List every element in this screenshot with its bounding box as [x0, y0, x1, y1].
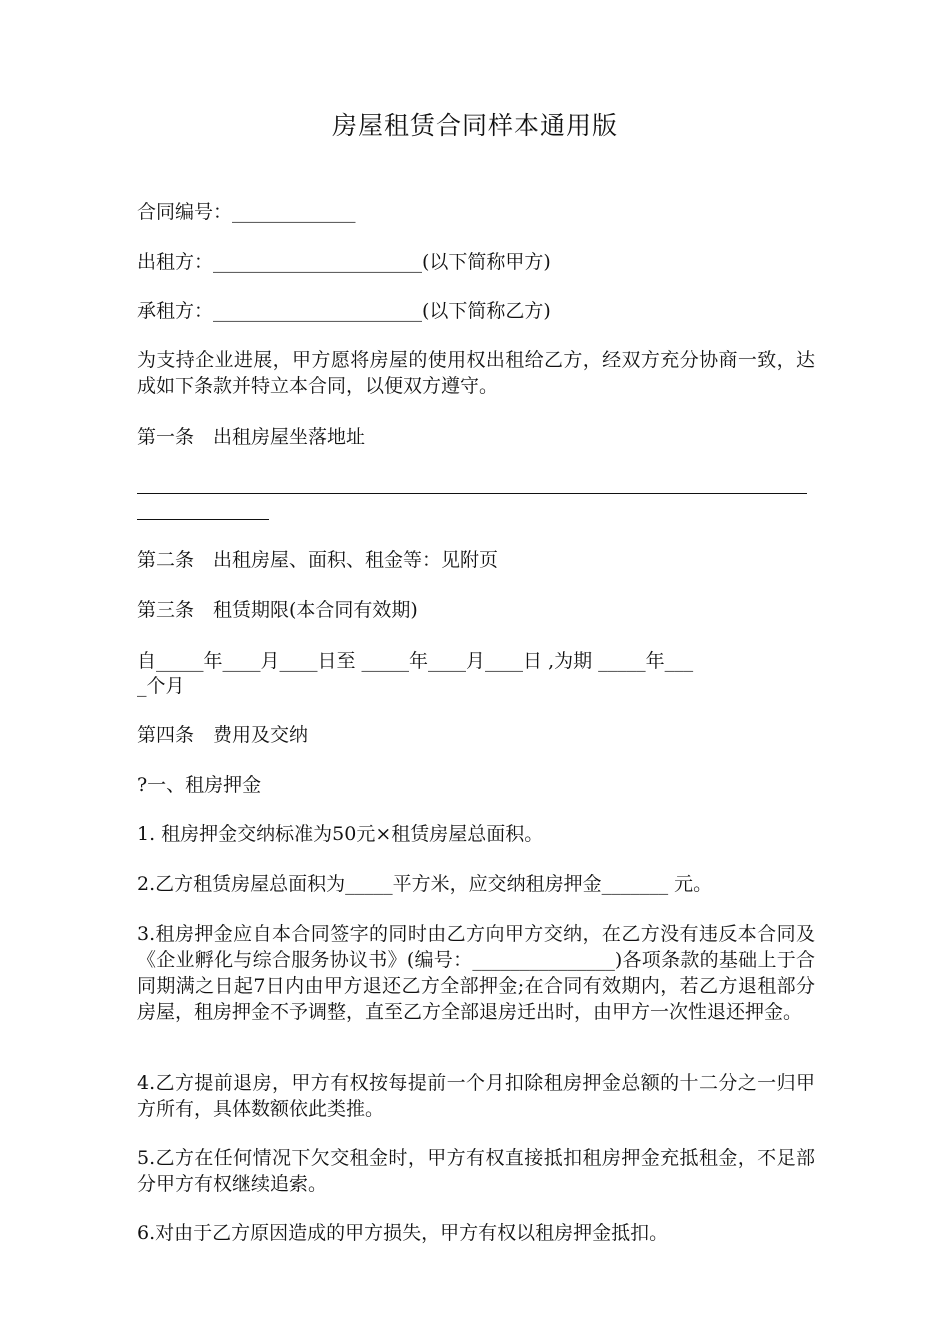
article1-heading: 第一条 出租房屋坐落地址	[137, 426, 366, 448]
lessee-line: 承租方：______________________(以下简称乙方)	[137, 300, 551, 322]
deposit-item-5: 5.乙方在任何情况下欠交租金时，甲方有权直接抵扣租房押金充抵租金，不足部分甲方有权继续追索。	[137, 1147, 815, 1195]
deposit-item-4: 4.乙方提前退房，甲方有权按每提前一个月扣除租房押金总额的十二分之一归甲方所有，具体数额依此类推。	[137, 1072, 815, 1120]
lease-period-line-2: _个月	[137, 675, 185, 697]
lease-period-line-1: 自_____年____月____日至 _____年____月____日 ,为期 _____年___	[137, 650, 694, 672]
deposit-subheading: ?一、租房押金	[137, 774, 262, 796]
article4-heading: 第四条 费用及交纳	[137, 724, 309, 746]
deposit-item-2: 2.乙方租赁房屋总面积为_____平方米，应交纳租房押金_______ 元。	[137, 873, 713, 895]
deposit-item-3: 3.租房押金应自本合同签字的同时由乙方向甲方交纳，在乙方没有违反本合同及《企业孵化与综合服务协议书》(编号：_______________)各项条款的基础上于合同期满之日起7日内由甲方退还乙方全部押金;在合同有效期内，若乙方退租部分房屋，租房押金不予调整，直至乙方全部退房迁出时，由甲方一次性退还押金。	[137, 923, 815, 1023]
lessor-line: 出租方：______________________(以下简称甲方)	[137, 251, 551, 273]
intro-paragraph: 为支持企业进展，甲方愿将房屋的使用权出租给乙方，经双方充分协商一致，达成如下条款并特立本合同，以便双方遵守。	[137, 349, 815, 397]
address-blank-line-2	[137, 519, 269, 520]
document-title: 房屋租赁合同样本通用版	[331, 111, 618, 140]
contract-number-line: 合同编号：_____________	[137, 201, 356, 223]
article3-heading: 第三条 租赁期限(本合同有效期)	[137, 599, 418, 621]
deposit-item-6: 6.对由于乙方原因造成的甲方损失，甲方有权以租房押金抵扣。	[137, 1222, 669, 1244]
deposit-item-1: 1. 租房押金交纳标准为50元×租赁房屋总面积。	[137, 823, 544, 845]
article2-heading: 第二条 出租房屋、面积、租金等：见附页	[137, 549, 499, 571]
address-blank-line-1	[137, 493, 807, 494]
